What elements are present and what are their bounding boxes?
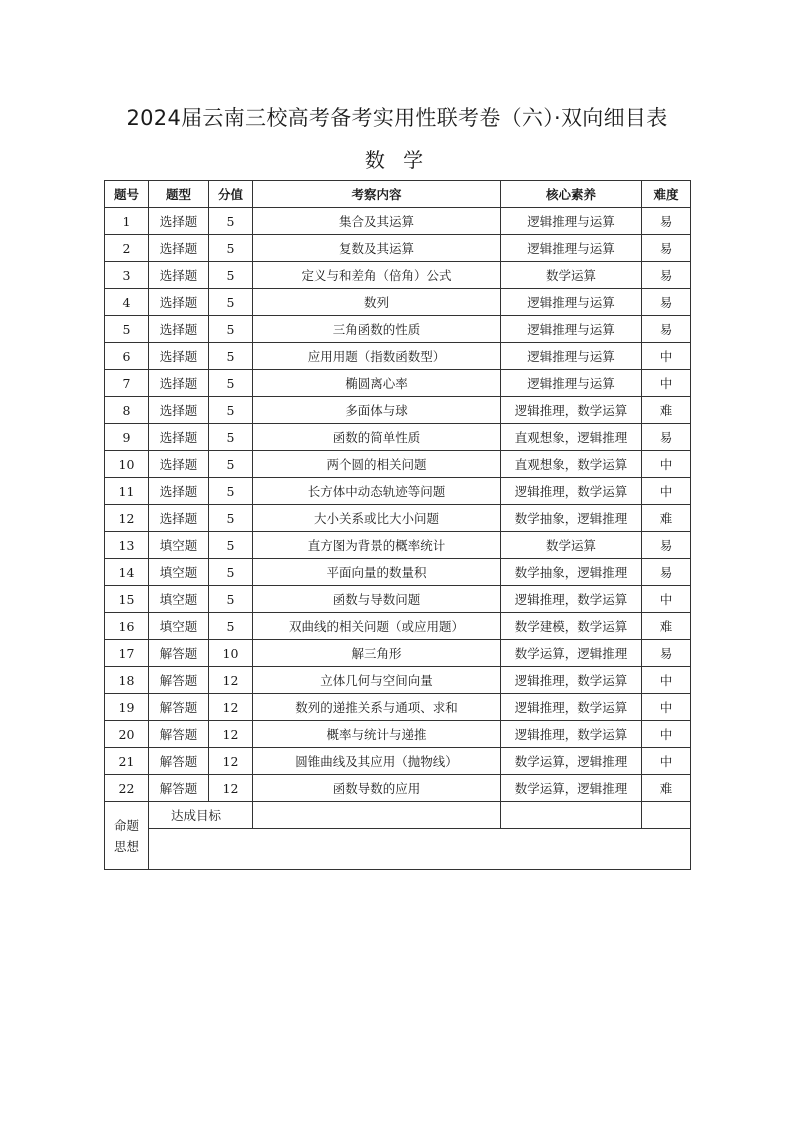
table-row: [105, 667, 691, 694]
table-row: [105, 532, 691, 559]
cell-score: 10: [209, 640, 253, 667]
cell-literacy: 逻辑推理，数学运算: [501, 694, 642, 721]
cell-difficulty: 中: [642, 343, 691, 370]
target-label: 达成目标: [149, 802, 253, 829]
cell-type: 解答题: [149, 640, 209, 667]
cell-type: 选择题: [149, 235, 209, 262]
cell-difficulty: 难: [642, 613, 691, 640]
cell-type: 选择题: [149, 505, 209, 532]
table-row: [105, 370, 691, 397]
cell-difficulty: 中: [642, 370, 691, 397]
cell-number: 10: [105, 451, 149, 478]
cell-difficulty: 易: [642, 208, 691, 235]
cell-score: 12: [209, 694, 253, 721]
mingti-line1: 命题: [113, 817, 139, 833]
cell-type: 选择题: [149, 451, 209, 478]
cell-score: 5: [209, 613, 253, 640]
table-row: [105, 640, 691, 667]
cell-difficulty: 中: [642, 667, 691, 694]
detail-table: [104, 180, 691, 870]
cell-number: 19: [105, 694, 149, 721]
cell-score: 12: [209, 667, 253, 694]
cell-type: 选择题: [149, 343, 209, 370]
cell-literacy: 逻辑推理与运算: [501, 235, 642, 262]
cell-content: 长方体中动态轨迹等问题: [253, 478, 501, 505]
cell-difficulty: 中: [642, 478, 691, 505]
cell-difficulty: 难: [642, 505, 691, 532]
table-row: [105, 289, 691, 316]
table-row: [105, 343, 691, 370]
cell-type: 选择题: [149, 424, 209, 451]
cell-literacy: 数学运算，逻辑推理: [501, 640, 642, 667]
table-row: [105, 586, 691, 613]
table-row: [105, 451, 691, 478]
cell-content: 应用用题（指数函数型）: [253, 343, 501, 370]
cell-type: 解答题: [149, 694, 209, 721]
cell-content: 函数导数的应用: [253, 775, 501, 802]
cell-score: 12: [209, 775, 253, 802]
cell-difficulty: 中: [642, 721, 691, 748]
cell-literacy: 数学运算: [501, 262, 642, 289]
cell-literacy: 逻辑推理与运算: [501, 208, 642, 235]
cell-number: 1: [105, 208, 149, 235]
table-row: [105, 775, 691, 802]
cell-content: 定义与和差角（倍角）公式: [253, 262, 501, 289]
cell-content: 多面体与球: [253, 397, 501, 424]
cell-score: 5: [209, 478, 253, 505]
cell-type: 选择题: [149, 397, 209, 424]
cell-difficulty: 中: [642, 748, 691, 775]
cell-literacy: 逻辑推理，数学运算: [501, 721, 642, 748]
cell-type: 选择题: [149, 208, 209, 235]
cell-difficulty: 易: [642, 289, 691, 316]
cell-content: 双曲线的相关问题（或应用题）: [253, 613, 501, 640]
cell-content: 集合及其运算: [253, 208, 501, 235]
cell-score: 5: [209, 397, 253, 424]
cell-type: 解答题: [149, 667, 209, 694]
cell-score: 5: [209, 289, 253, 316]
cell-literacy: 数学建模，数学运算: [501, 613, 642, 640]
table-row: [105, 262, 691, 289]
target-row: [105, 802, 691, 829]
mingti-cell: [105, 802, 149, 870]
cell-content: 两个圆的相关问题: [253, 451, 501, 478]
cell-number: 8: [105, 397, 149, 424]
cell-type: 填空题: [149, 586, 209, 613]
thought-cell: [149, 829, 691, 870]
subject-heading: 数 学: [364, 148, 430, 172]
table-row: [105, 316, 691, 343]
cell-score: 5: [209, 262, 253, 289]
cell-literacy: 数学抽象，逻辑推理: [501, 559, 642, 586]
cell-content: 椭圆离心率: [253, 370, 501, 397]
cell-number: 11: [105, 478, 149, 505]
cell-score: 5: [209, 505, 253, 532]
table-row: [105, 721, 691, 748]
cell-difficulty: 中: [642, 694, 691, 721]
cell-number: 2: [105, 235, 149, 262]
table-row: [105, 208, 691, 235]
cell-difficulty: 易: [642, 235, 691, 262]
target-difficulty-cell: [642, 802, 691, 829]
cell-number: 5: [105, 316, 149, 343]
cell-score: 5: [209, 559, 253, 586]
cell-number: 4: [105, 289, 149, 316]
table-row: [105, 613, 691, 640]
cell-type: 填空题: [149, 532, 209, 559]
cell-literacy: 逻辑推理与运算: [501, 316, 642, 343]
cell-difficulty: 中: [642, 586, 691, 613]
cell-content: 圆锥曲线及其应用（抛物线）: [253, 748, 501, 775]
cell-number: 18: [105, 667, 149, 694]
cell-literacy: 直观想象，数学运算: [501, 451, 642, 478]
cell-content: 数列: [253, 289, 501, 316]
cell-difficulty: 易: [642, 559, 691, 586]
cell-literacy: 逻辑推理与运算: [501, 370, 642, 397]
cell-number: 6: [105, 343, 149, 370]
cell-literacy: 直观想象，逻辑推理: [501, 424, 642, 451]
cell-score: 5: [209, 451, 253, 478]
cell-type: 解答题: [149, 748, 209, 775]
cell-type: 填空题: [149, 613, 209, 640]
document-title: 2024届云南三校高考备考实用性联考卷（六）·双向细目表: [126, 106, 668, 130]
cell-number: 20: [105, 721, 149, 748]
cell-score: 5: [209, 343, 253, 370]
cell-difficulty: 难: [642, 397, 691, 424]
header-difficulty: 难度: [642, 181, 691, 208]
cell-number: 3: [105, 262, 149, 289]
cell-difficulty: 易: [642, 424, 691, 451]
cell-score: 5: [209, 424, 253, 451]
cell-score: 5: [209, 532, 253, 559]
cell-literacy: 数学运算，逻辑推理: [501, 775, 642, 802]
cell-literacy: 逻辑推理，数学运算: [501, 397, 642, 424]
cell-difficulty: 中: [642, 451, 691, 478]
cell-content: 大小关系或比大小问题: [253, 505, 501, 532]
cell-number: 16: [105, 613, 149, 640]
table-header-row: [105, 181, 691, 208]
cell-content: 数列的递推关系与通项、求和: [253, 694, 501, 721]
cell-type: 选择题: [149, 262, 209, 289]
table-row: [105, 397, 691, 424]
cell-score: 5: [209, 586, 253, 613]
cell-type: 选择题: [149, 289, 209, 316]
cell-type: 解答题: [149, 775, 209, 802]
table-row: [105, 505, 691, 532]
cell-literacy: 数学抽象，逻辑推理: [501, 505, 642, 532]
cell-difficulty: 难: [642, 775, 691, 802]
mingti-line2: 思想: [113, 838, 139, 854]
cell-difficulty: 易: [642, 532, 691, 559]
cell-number: 14: [105, 559, 149, 586]
cell-difficulty: 易: [642, 640, 691, 667]
cell-type: 选择题: [149, 478, 209, 505]
cell-content: 平面向量的数量积: [253, 559, 501, 586]
cell-type: 解答题: [149, 721, 209, 748]
target-content-cell: [253, 802, 501, 829]
cell-literacy: 逻辑推理与运算: [501, 343, 642, 370]
cell-content: 三角函数的性质: [253, 316, 501, 343]
cell-content: 复数及其运算: [253, 235, 501, 262]
cell-difficulty: 易: [642, 262, 691, 289]
cell-score: 5: [209, 370, 253, 397]
cell-content: 解三角形: [253, 640, 501, 667]
cell-difficulty: 易: [642, 316, 691, 343]
cell-type: 选择题: [149, 316, 209, 343]
cell-number: 7: [105, 370, 149, 397]
cell-type: 选择题: [149, 370, 209, 397]
cell-number: 17: [105, 640, 149, 667]
cell-content: 函数的简单性质: [253, 424, 501, 451]
cell-number: 21: [105, 748, 149, 775]
cell-content: 函数与导数问题: [253, 586, 501, 613]
cell-literacy: 逻辑推理与运算: [501, 289, 642, 316]
table-row: [105, 478, 691, 505]
cell-type: 填空题: [149, 559, 209, 586]
header-type: 题型: [149, 181, 209, 208]
cell-content: 立体几何与空间向量: [253, 667, 501, 694]
cell-score: 5: [209, 235, 253, 262]
cell-number: 15: [105, 586, 149, 613]
table-row: [105, 235, 691, 262]
cell-number: 12: [105, 505, 149, 532]
cell-literacy: 逻辑推理，数学运算: [501, 478, 642, 505]
table-row: [105, 694, 691, 721]
cell-number: 22: [105, 775, 149, 802]
cell-score: 5: [209, 316, 253, 343]
header-literacy: 核心素养: [501, 181, 642, 208]
header-content: 考察内容: [253, 181, 501, 208]
cell-score: 5: [209, 208, 253, 235]
cell-literacy: 数学运算，逻辑推理: [501, 748, 642, 775]
cell-number: 9: [105, 424, 149, 451]
header-number: 题号: [105, 181, 149, 208]
cell-content: 直方图为背景的概率统计: [253, 532, 501, 559]
cell-score: 12: [209, 721, 253, 748]
table-row: [105, 424, 691, 451]
cell-literacy: 逻辑推理，数学运算: [501, 667, 642, 694]
target-literacy-cell: [501, 802, 642, 829]
thought-row: [105, 829, 691, 870]
cell-literacy: 逻辑推理，数学运算: [501, 586, 642, 613]
table-row: [105, 559, 691, 586]
cell-number: 13: [105, 532, 149, 559]
header-score: 分值: [209, 181, 253, 208]
table-row: [105, 748, 691, 775]
cell-content: 概率与统计与递推: [253, 721, 501, 748]
cell-literacy: 数学运算: [501, 532, 642, 559]
cell-score: 12: [209, 748, 253, 775]
